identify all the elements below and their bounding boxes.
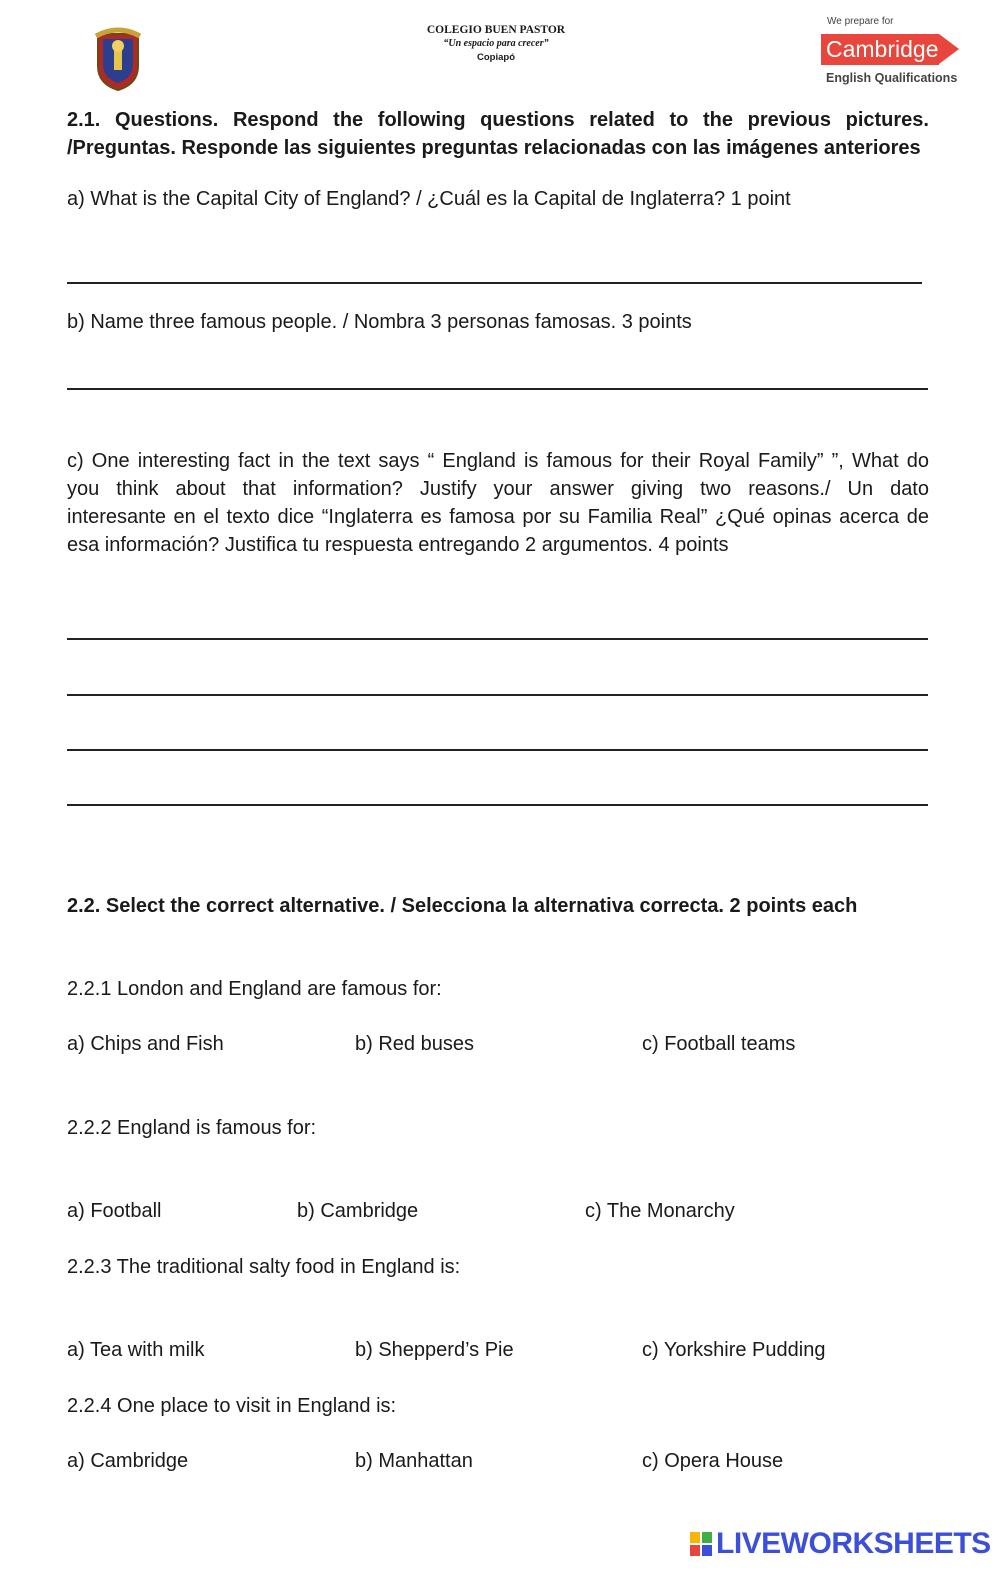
school-motto: “Un espacio para crecer” xyxy=(443,38,549,49)
mc-option-3b[interactable]: b) Shepperd’s Pie xyxy=(355,1339,514,1361)
answer-line-a[interactable] xyxy=(67,282,922,284)
mc-option-1b[interactable]: b) Red buses xyxy=(355,1033,474,1055)
mc-option-2a[interactable]: a) Football xyxy=(67,1200,162,1222)
mc-option-1a[interactable]: a) Chips and Fish xyxy=(67,1033,224,1055)
mc-option-3a[interactable]: a) Tea with milk xyxy=(67,1339,205,1361)
mc-option-3c[interactable]: c) Yorkshire Pudding xyxy=(642,1339,826,1361)
liveworksheets-brand: LIVEWORKSHEETS xyxy=(716,1527,991,1560)
section-2-1-title-line1: 2.1. Questions. Respond the following questions related to the previous pictures. xyxy=(67,109,929,131)
section-2-1-title-line2: /Preguntas. Responde las siguientes preguntas relacionadas con las imágenes anteriores xyxy=(67,137,921,159)
question-c-line1: c) One interesting fact in the text says “ England is famous for their Royal Family” ”, What do xyxy=(67,450,929,472)
answer-line-c3[interactable] xyxy=(67,749,928,751)
mc-option-4c[interactable]: c) Opera House xyxy=(642,1450,784,1472)
question-c-line4: esa información? Justifica tu respuesta entregando 2 argumentos. 4 points xyxy=(67,534,729,556)
mc-question-3: 2.2.3 The traditional salty food in England is: xyxy=(67,1256,461,1278)
liveworksheets-logo xyxy=(690,1526,990,1562)
question-c-line3: interesante en el texto dice “Inglaterra es famosa por su Familia Real” ¿Qué opinas acerca de xyxy=(67,506,929,528)
answer-line-c2[interactable] xyxy=(67,694,928,696)
mc-question-2: 2.2.2 England is famous for: xyxy=(67,1117,317,1139)
question-a: a) What is the Capital City of England? / ¿Cuál es la Capital de Inglaterra? 1 point xyxy=(67,188,791,210)
section-2-2-title: 2.2. Select the correct alternative. / Selecciona la alternativa correcta. 2 points each xyxy=(67,895,858,917)
answer-line-c4[interactable] xyxy=(67,804,928,806)
cambridge-logo xyxy=(820,14,970,90)
school-name: COLEGIO BUEN PASTOR xyxy=(426,24,566,36)
cambridge-prep-text: We prepare for xyxy=(827,16,894,27)
mc-question-4: 2.2.4 One place to visit in England is: xyxy=(67,1395,397,1417)
question-b: b) Name three famous people. / Nombra 3 personas famosas. 3 points xyxy=(67,311,692,333)
cambridge-arrow-icon xyxy=(939,34,959,64)
mc-option-4a[interactable]: a) Cambridge xyxy=(67,1450,189,1472)
mc-option-2c[interactable]: c) The Monarchy xyxy=(585,1200,735,1222)
mc-question-1: 2.2.1 London and England are famous for: xyxy=(67,978,442,1000)
question-c-line2: you think about that information? Justify your answer giving two reasons./ Un dato xyxy=(67,478,929,500)
school-city: Copiapó xyxy=(477,52,515,63)
mc-option-2b[interactable]: b) Cambridge xyxy=(297,1200,419,1222)
liveworksheets-icon xyxy=(690,1532,712,1556)
answer-line-c1[interactable] xyxy=(67,638,928,640)
cambridge-name: Cambridge xyxy=(821,34,939,65)
mc-option-1c[interactable]: c) Football teams xyxy=(642,1033,796,1055)
cambridge-subtitle: English Qualifications xyxy=(826,71,958,85)
mc-option-4b[interactable]: b) Manhattan xyxy=(355,1450,473,1472)
school-crest-logo xyxy=(94,26,142,92)
answer-line-b[interactable] xyxy=(67,388,928,390)
